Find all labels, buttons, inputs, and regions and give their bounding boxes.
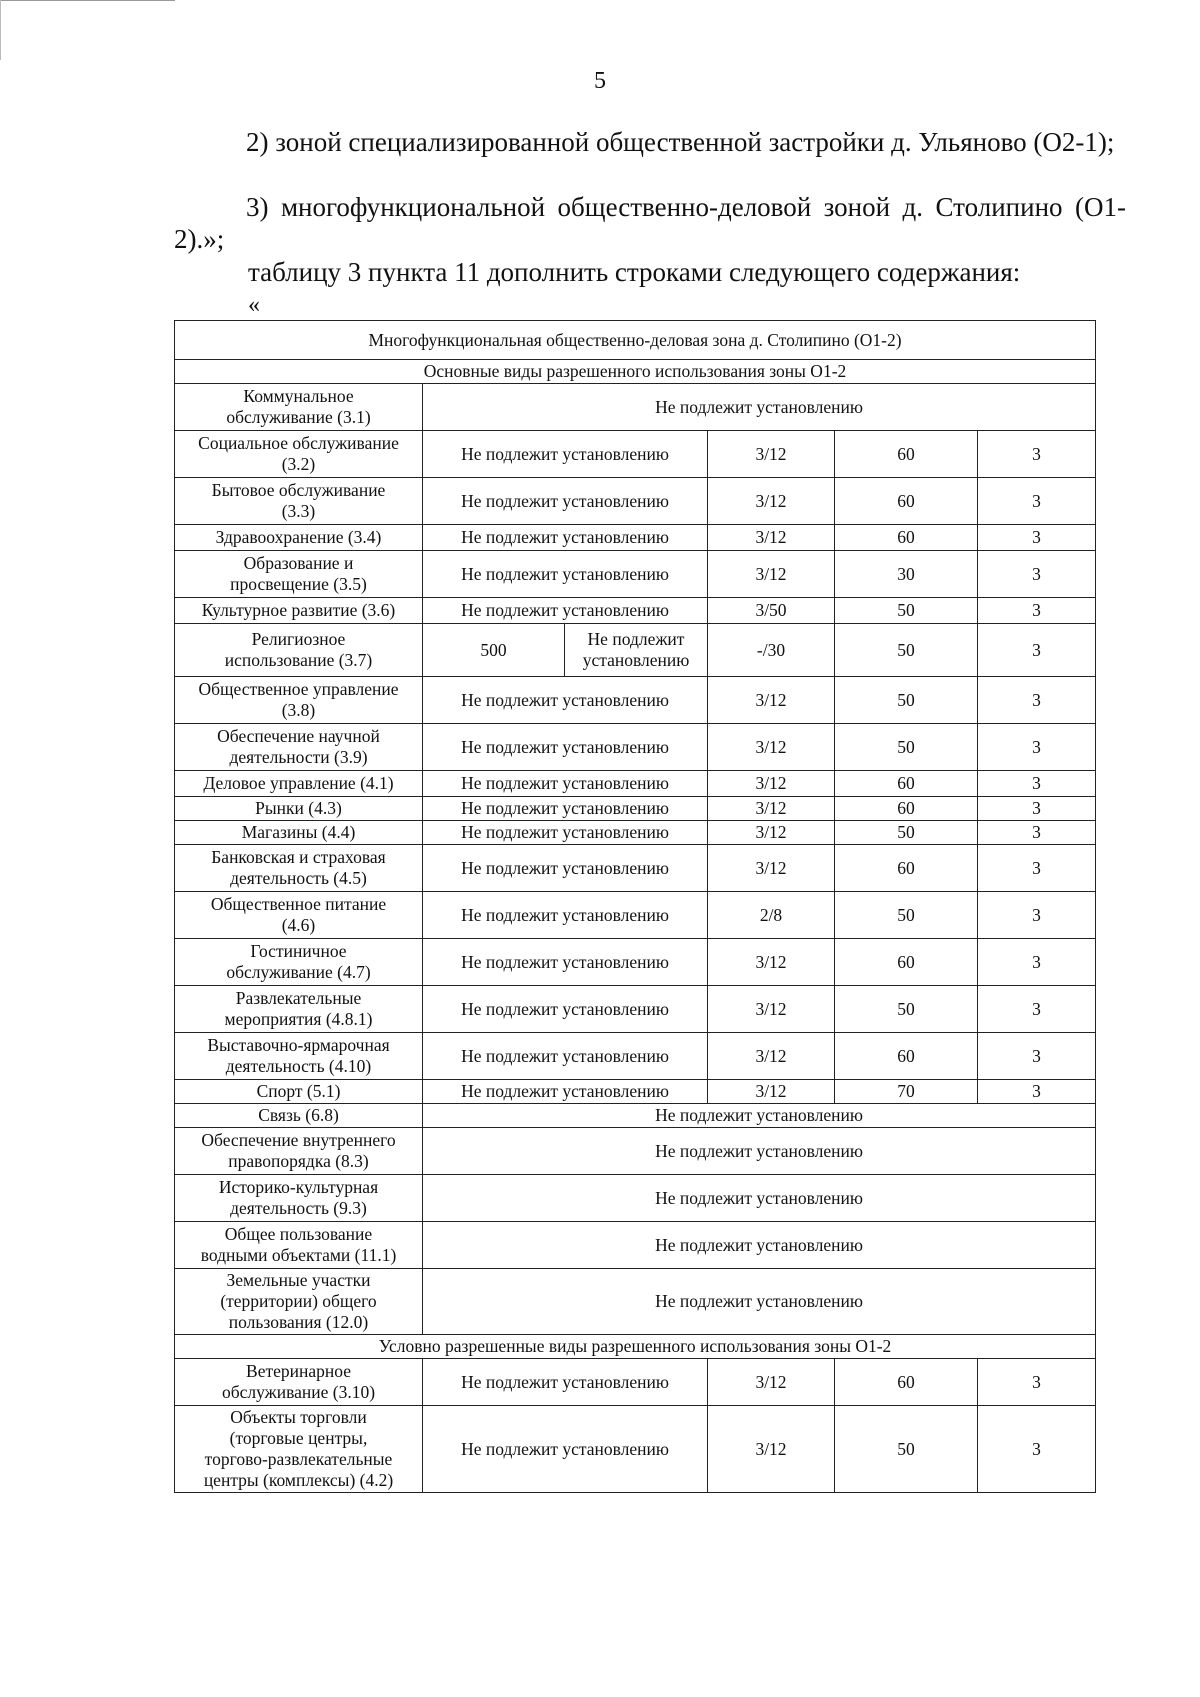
setback-value: 3 [978, 1080, 1096, 1104]
main-row [175, 624, 1096, 677]
main-row [175, 797, 1096, 821]
main-row [175, 1080, 1096, 1104]
coverage-percent-value: 60 [835, 431, 978, 478]
use-type-name: Банковская и страховая деятельность (4.5) [175, 845, 423, 892]
main-row [175, 598, 1096, 624]
floors-height-value: 3/12 [708, 1406, 835, 1493]
use-type-name: Гостиничное обслуживание (4.7) [175, 939, 423, 986]
use-type-name: Развлекательные мероприятия (4.8.1) [175, 986, 423, 1033]
coverage-percent-value: 60 [835, 478, 978, 525]
main-row [175, 845, 1096, 892]
main-row [175, 821, 1096, 845]
use-type-name: Деловое управление (4.1) [175, 771, 423, 797]
floors-height-value: 3/12 [708, 677, 835, 724]
coverage-percent-value: 30 [835, 551, 978, 598]
parameters-not-applicable: Не подлежит установлению [423, 1222, 1096, 1269]
parameters-not-applicable: Не подлежит установлению [423, 1104, 1096, 1128]
plot-size-not-applicable: Не подлежит установлению [423, 677, 708, 724]
main-row [175, 724, 1096, 771]
floors-height-value: 3/12 [708, 724, 835, 771]
floors-height-value: -/30 [708, 624, 835, 677]
use-type-name: Бытовое обслуживание (3.3) [175, 478, 423, 525]
scan-edge-line [0, 0, 175, 1]
floors-height-value: 2/8 [708, 892, 835, 939]
plot-size-not-applicable: Не подлежит установлению [423, 478, 708, 525]
parameters-not-applicable: Не подлежит установлению [423, 384, 1096, 431]
main-row [175, 771, 1096, 797]
use-type-name: Связь (6.8) [175, 1104, 423, 1128]
main-row [175, 1033, 1096, 1080]
coverage-percent-value: 50 [835, 986, 978, 1033]
use-type-name: Обеспечение внутреннего правопорядка (8.3) [175, 1128, 423, 1175]
setback-value: 3 [978, 821, 1096, 845]
plot-area-not-applicable: Не подлежит установлению [565, 624, 708, 677]
setback-value: 3 [978, 771, 1096, 797]
main-row [175, 478, 1096, 525]
setback-value: 3 [978, 845, 1096, 892]
coverage-percent-value: 50 [835, 724, 978, 771]
plot-size-not-applicable: Не подлежит установлению [423, 845, 708, 892]
coverage-percent-value: 60 [835, 1359, 978, 1406]
coverage-percent-value: 70 [835, 1080, 978, 1104]
table-title: Многофункциональная общественно-деловая зона д. Столипино (О1-2) [175, 321, 1096, 360]
use-type-name: Выставочно-ярмарочная деятельность (4.10) [175, 1033, 423, 1080]
coverage-percent-value: 50 [835, 1406, 978, 1493]
list-item-2-text: 2) зоной специализированной общественной застройки д. Ульяново (О2-1); [246, 127, 1115, 157]
floors-height-value: 3/12 [708, 431, 835, 478]
plot-size-not-applicable: Не подлежит установлению [423, 986, 708, 1033]
main-row [175, 525, 1096, 551]
main-row [175, 1128, 1096, 1175]
use-type-name: Социальное обслуживание (3.2) [175, 431, 423, 478]
floors-height-value: 3/12 [708, 939, 835, 986]
use-type-name: Спорт (5.1) [175, 1080, 423, 1104]
parameters-not-applicable: Не подлежит установлению [423, 1128, 1096, 1175]
opening-quote-mark: « [248, 292, 260, 318]
coverage-percent-value: 60 [835, 525, 978, 551]
floors-height-value: 3/50 [708, 598, 835, 624]
plot-size-not-applicable: Не подлежит установлению [423, 771, 708, 797]
list-item-3 [174, 191, 1126, 255]
plot-size-not-applicable: Не подлежит установлению [423, 1359, 708, 1406]
setback-value: 3 [978, 1033, 1096, 1080]
use-type-name: Ветеринарное обслуживание (3.10) [175, 1359, 423, 1406]
floors-height-value: 3/12 [708, 845, 835, 892]
use-type-name: Магазины (4.4) [175, 821, 423, 845]
table-title-row [175, 321, 1096, 360]
coverage-percent-value: 60 [835, 1033, 978, 1080]
zone-table-body [175, 321, 1096, 1493]
use-type-name: Общественное питание (4.6) [175, 892, 423, 939]
plot-size-not-applicable: Не подлежит установлению [423, 797, 708, 821]
setback-value: 3 [978, 677, 1096, 724]
main-row [175, 1175, 1096, 1222]
main-uses-header-row [175, 360, 1096, 384]
setback-value: 3 [978, 525, 1096, 551]
main-row [175, 1104, 1096, 1128]
main-row [175, 939, 1096, 986]
plot-size-not-applicable: Не подлежит установлению [423, 724, 708, 771]
main-row [175, 1269, 1096, 1335]
use-type-name: Обеспечение научной деятельности (3.9) [175, 724, 423, 771]
main-row [175, 431, 1096, 478]
plot-size-not-applicable: Не подлежит установлению [423, 551, 708, 598]
setback-value: 3 [978, 1406, 1096, 1493]
plot-size-not-applicable: Не подлежит установлению [423, 892, 708, 939]
floors-height-value: 3/12 [708, 771, 835, 797]
parameters-not-applicable: Не подлежит установлению [423, 1269, 1096, 1335]
coverage-percent-value: 50 [835, 598, 978, 624]
floors-height-value: 3/12 [708, 797, 835, 821]
coverage-percent-value: 60 [835, 771, 978, 797]
use-type-name: Земельные участки (территории) общего пользования (12.0) [175, 1269, 423, 1335]
parameters-not-applicable: Не подлежит установлению [423, 1175, 1096, 1222]
floors-height-value: 3/12 [708, 1033, 835, 1080]
setback-value: 3 [978, 986, 1096, 1033]
use-type-name: Объекты торговли (торговые центры, торгово-развлекательные центры (комплексы) (4.2) [175, 1406, 423, 1493]
page-number: 5 [594, 68, 606, 94]
use-type-name: Здравоохранение (3.4) [175, 525, 423, 551]
use-type-name: Религиозное использование (3.7) [175, 624, 423, 677]
use-type-name: Рынки (4.3) [175, 797, 423, 821]
floors-height-value: 3/12 [708, 1359, 835, 1406]
plot-size-not-applicable: Не подлежит установлению [423, 598, 708, 624]
use-type-name: Образование и просвещение (3.5) [175, 551, 423, 598]
use-type-name: Историко-культурная деятельность (9.3) [175, 1175, 423, 1222]
zone-table [174, 320, 1096, 1493]
main-row [175, 986, 1096, 1033]
plot-area-value: 500 [423, 624, 565, 677]
main-row [175, 1222, 1096, 1269]
conditional-row [175, 1359, 1096, 1406]
setback-value: 3 [978, 431, 1096, 478]
main-row [175, 551, 1096, 598]
setback-value: 3 [978, 478, 1096, 525]
floors-height-value: 3/12 [708, 551, 835, 598]
use-type-name: Культурное развитие (3.6) [175, 598, 423, 624]
setback-value: 3 [978, 1359, 1096, 1406]
coverage-percent-value: 60 [835, 797, 978, 821]
plot-size-not-applicable: Не подлежит установлению [423, 525, 708, 551]
scan-edge-line-vertical [0, 0, 1, 60]
use-type-name: Общее пользование водными объектами (11.1) [175, 1222, 423, 1269]
setback-value: 3 [978, 939, 1096, 986]
coverage-percent-value: 60 [835, 845, 978, 892]
plot-size-not-applicable: Не подлежит установлению [423, 431, 708, 478]
coverage-percent-value: 50 [835, 892, 978, 939]
setback-value: 3 [978, 892, 1096, 939]
conditional-uses-header-row [175, 1335, 1096, 1359]
floors-height-value: 3/12 [708, 478, 835, 525]
coverage-percent-value: 50 [835, 624, 978, 677]
setback-value: 3 [978, 551, 1096, 598]
use-type-name: Общественное управление (3.8) [175, 677, 423, 724]
plot-size-not-applicable: Не подлежит установлению [423, 939, 708, 986]
table-intro-text: таблицу 3 пункта 11 дополнить строками следующего содержания: [248, 257, 1021, 287]
coverage-percent-value: 60 [835, 939, 978, 986]
floors-height-value: 3/12 [708, 525, 835, 551]
coverage-percent-value: 50 [835, 821, 978, 845]
floors-height-value: 3/12 [708, 986, 835, 1033]
setback-value: 3 [978, 797, 1096, 821]
main-row [175, 384, 1096, 431]
list-item-3-text: 3) многофункциональной общественно-деловой зоной д. Столипино (О1-2).»; [174, 192, 1126, 254]
plot-size-not-applicable: Не подлежит установлению [423, 1080, 708, 1104]
floors-height-value: 3/12 [708, 821, 835, 845]
coverage-percent-value: 50 [835, 677, 978, 724]
plot-size-not-applicable: Не подлежит установлению [423, 821, 708, 845]
main-row [175, 892, 1096, 939]
floors-height-value: 3/12 [708, 1080, 835, 1104]
list-item-2 [174, 126, 1126, 158]
main-uses-header: Основные виды разрешенного использования зоны О1-2 [175, 360, 1096, 384]
use-type-name: Коммунальное обслуживание (3.1) [175, 384, 423, 431]
main-row [175, 677, 1096, 724]
plot-size-not-applicable: Не подлежит установлению [423, 1406, 708, 1493]
setback-value: 3 [978, 598, 1096, 624]
setback-value: 3 [978, 724, 1096, 771]
plot-size-not-applicable: Не подлежит установлению [423, 1033, 708, 1080]
conditional-row [175, 1406, 1096, 1493]
setback-value: 3 [978, 624, 1096, 677]
conditional-uses-header: Условно разрешенные виды разрешенного использования зоны О1-2 [175, 1335, 1096, 1359]
